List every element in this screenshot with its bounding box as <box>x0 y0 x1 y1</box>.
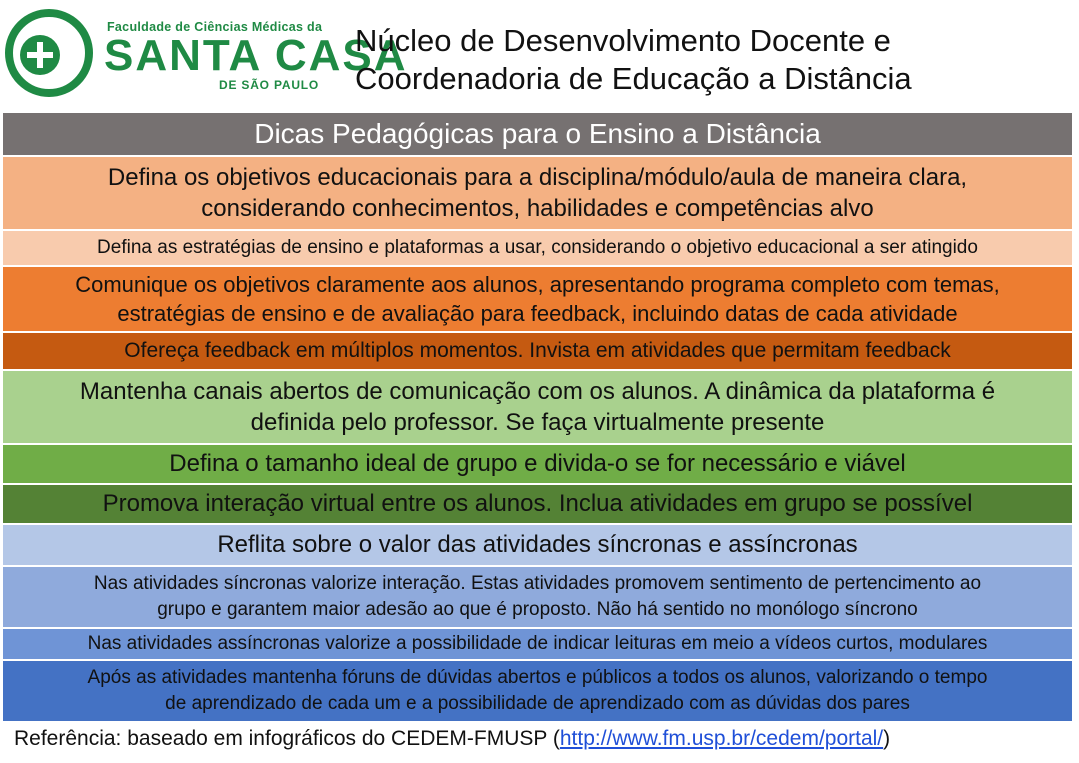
tip-row <box>3 485 1072 525</box>
tip-text-line: grupo e garantem maior adesão ao que é proposto. Não há sentido no monólogo síncrono <box>157 599 918 620</box>
tip-row <box>3 567 1072 629</box>
tip-text-line: Defina as estratégias de ensino e plataformas a usar, considerando o objetivo educacional a ser atingido <box>97 237 978 258</box>
tip-text-line: Mantenha canais abertos de comunicação com os alunos. A dinâmica da plataforma é <box>79 378 996 405</box>
tip-row <box>3 267 1072 333</box>
tip-row <box>3 333 1072 371</box>
table-heading <box>3 113 1072 157</box>
tip-row <box>3 629 1072 661</box>
logo-faculty-text: Faculdade de Ciências Médicas da <box>107 20 323 34</box>
tip-text-line: Reflita sobre o valor das atividades síncronas e assíncronas <box>217 531 858 558</box>
tip-text-line: Após as atividades mantenha fóruns de dúvidas abertos e públicos a todos os alunos, valorizando o tempo <box>87 667 988 688</box>
logo-santa-casa-text: SANTA CASA <box>104 31 408 80</box>
table-heading-text: Dicas Pedagógicas para o Ensino a Distância <box>254 118 821 149</box>
tip-row <box>3 445 1072 485</box>
tip-text-line: Nas atividades síncronas valorize interação. Estas atividades promovem sentimento de pertencimento ao <box>93 573 982 594</box>
page-title <box>355 22 912 98</box>
logo-sao-paulo-text: DE SÃO PAULO <box>219 78 320 92</box>
tip-text-line: Nas atividades assíncronas valorize a possibilidade de indicar leituras em meio a vídeos curtos, modulares <box>87 633 988 654</box>
tips-table <box>3 113 1072 721</box>
tip-text-line: Defina os objetivos educacionais para a disciplina/módulo/aula de maneira clara, <box>107 164 968 191</box>
tip-row <box>3 157 1072 231</box>
santa-casa-logo <box>4 8 408 106</box>
tip-row <box>3 231 1072 267</box>
tip-text-line: Comunique os objetivos claramente aos alunos, apresentando programa completo com temas, <box>75 272 1000 297</box>
tip-text-line: considerando conhecimentos, habilidades e competências alvo <box>201 195 874 222</box>
reference-note <box>14 727 890 751</box>
tip-text-line: definida pelo professor. Se faça virtualmente presente <box>250 409 825 436</box>
tip-text-line: Promova interação virtual entre os alunos. Inclua atividades em grupo se possível <box>102 490 973 517</box>
reference-suffix: ) <box>883 727 891 750</box>
tip-row <box>3 371 1072 445</box>
reference-link[interactable]: http://www.fm.usp.br/cedem/portal/ <box>559 727 884 750</box>
page-header <box>0 0 1079 112</box>
cross-in-circle-icon <box>4 8 94 98</box>
tip-text-line: estratégias de ensino e de avaliação para feedback, incluindo datas de cada atividade <box>117 301 958 326</box>
tip-row <box>3 525 1072 567</box>
tip-text-line: Ofereça feedback em múltiplos momentos. Invista em atividades que permitam feedback <box>124 339 951 362</box>
title-line-1: Núcleo de Desenvolvimento Docente e <box>355 23 891 58</box>
tip-text-line: Defina o tamanho ideal de grupo e divida-o se for necessário e viável <box>169 450 906 477</box>
reference-prefix: Referência: baseado em infográficos do CEDEM-FMUSP ( <box>14 727 560 750</box>
tip-text-line: de aprendizado de cada um e a possibilidade de aprendizado com as dúvidas dos pares <box>165 693 910 714</box>
title-line-2: Coordenadoria de Educação a Distância <box>355 61 912 96</box>
tip-row <box>3 661 1072 721</box>
